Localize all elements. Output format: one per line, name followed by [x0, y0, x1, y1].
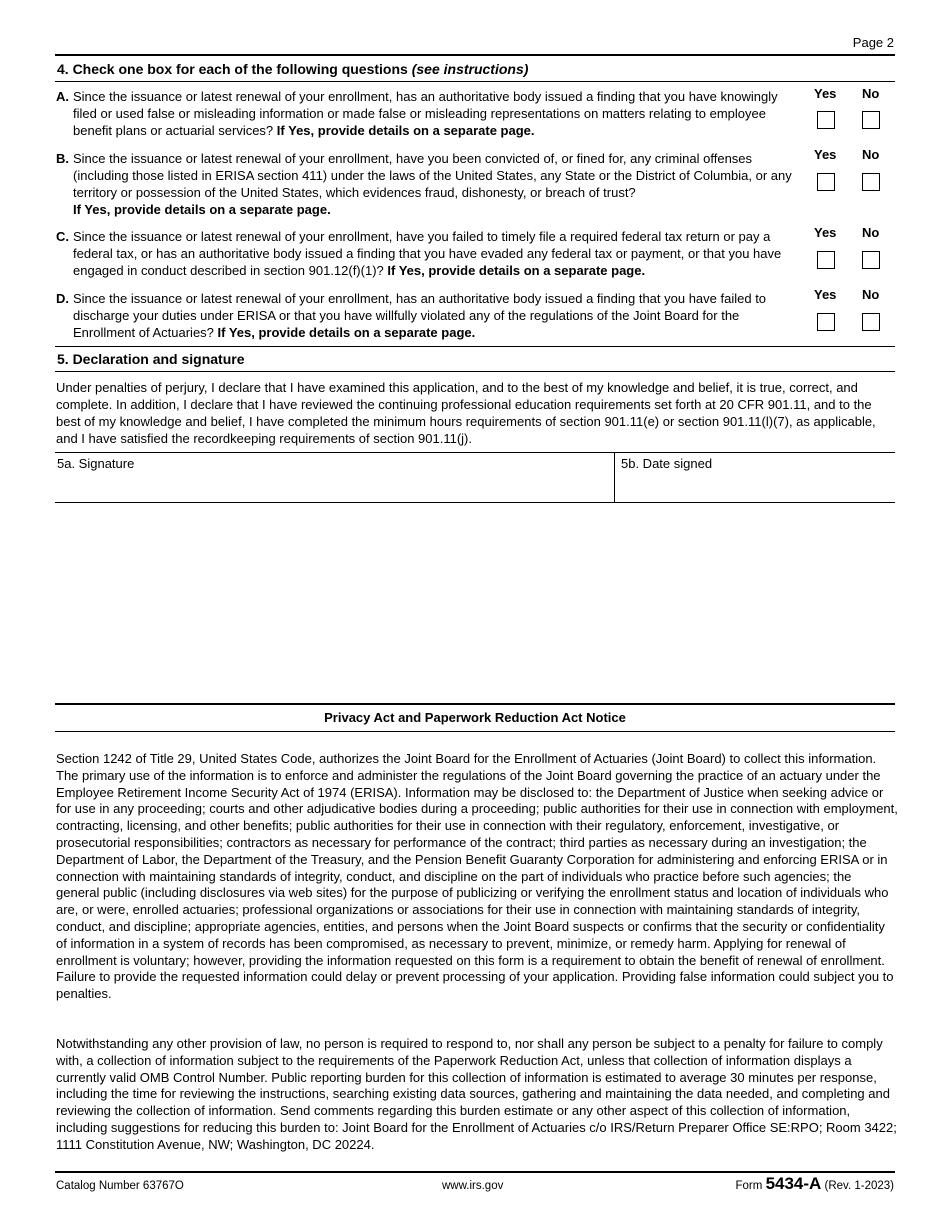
- signature-label: 5a. Signature: [57, 456, 135, 471]
- declaration-text: Under penalties of perjury, I declare that I have examined this application, and to the best of my knowledge and belief, it is true, correct, and complete. In addition, I declare that I have reviewed the continuing professional education requirements set forth at 20 CFR 901.11, and to the best of my knowledge and belief, I have completed the minimum hours requirements of section 901.11(e) or section 901.11(l)(7), as applicable, and I have satisfied the recordkeeping requirements of section 901.11(j).: [56, 380, 876, 446]
- question-b-yes-label: Yes: [814, 147, 837, 162]
- question-a-yes-label: Yes: [814, 86, 837, 101]
- privacy-title-rule: [55, 731, 895, 732]
- section4-rule: [55, 81, 895, 82]
- question-d-letter: D.: [56, 291, 69, 306]
- privacy-top-rule: [55, 703, 895, 705]
- question-b-instruction: If Yes, provide details on a separate page.: [73, 202, 331, 217]
- form-id: [736, 1174, 894, 1194]
- form-revision: (Rev. 1-2023): [824, 1180, 894, 1192]
- question-d-yes-checkbox[interactable]: [817, 313, 835, 331]
- page-number: Page 2: [852, 35, 894, 50]
- form-prefix: Form: [735, 1180, 763, 1192]
- form-number: 5434-A: [765, 1174, 822, 1193]
- section5-top-rule: [55, 346, 895, 347]
- top-rule: [55, 54, 895, 56]
- website-link[interactable]: www.irs.gov: [442, 1180, 504, 1192]
- section5-title-rule: [55, 371, 895, 372]
- question-c-yes-checkbox[interactable]: [817, 251, 835, 269]
- footer-rule: [55, 1171, 895, 1173]
- question-b-no-label: No: [862, 147, 880, 162]
- section5-title: 5. Declaration and signature: [57, 351, 245, 367]
- question-d-instruction: If Yes, provide details on a separate page.: [217, 325, 476, 340]
- question-d-text: Since the issuance or latest renewal of your enrollment, has an authoritative body issued a finding that you have failed to discharge your duties under ERISA or that you have willfully violated any of the regulations of the Joint Board for the Enrollment of Actuaries?: [73, 291, 767, 340]
- question-c-text: Since the issuance or latest renewal of your enrollment, have you failed to timely file a required federal tax return or pay a federal tax, or has an authoritative body issued a finding that you have evaded any federal tax or payment, or that you have engaged in conduct described in section 901.12(f)(1)?: [73, 229, 782, 278]
- question-b-yes-checkbox[interactable]: [817, 173, 835, 191]
- question-a-text: Since the issuance or latest renewal of your enrollment, has an authoritative body issued a finding that you have knowingly filed or used false or misleading information or made false or misleading representations on matters relating to employee benefit plans or actuarial services?: [73, 89, 778, 138]
- signature-bottom-rule: [55, 502, 895, 503]
- question-a-no-checkbox[interactable]: [862, 111, 880, 129]
- question-a-instruction: If Yes, provide details on a separate page.: [276, 123, 535, 138]
- question-a-letter: A.: [56, 89, 69, 104]
- question-d: [56, 290, 801, 341]
- section4-title-text: 4. Check one box for each of the following questions: [57, 61, 408, 77]
- catalog-number: Catalog Number 63767O: [56, 1180, 184, 1192]
- question-d-no-label: No: [862, 287, 880, 302]
- date-signed-field[interactable]: [615, 453, 895, 502]
- question-a: [56, 88, 801, 139]
- question-d-yes-label: Yes: [814, 287, 837, 302]
- signature-field[interactable]: [55, 453, 614, 502]
- question-d-no-checkbox[interactable]: [862, 313, 880, 331]
- privacy-paragraph-1: Section 1242 of Title 29, United States Code, authorizes the Joint Board for the Enrollment of Actuaries (Joint Board) to collect this information. The primary use of the information is to enforce and administer the regulations of the Joint Board governing the practice of an actuary under the Employee Retirement Income Security Act of 1974 (ERISA). Information may be disclosed to: the Department of Justice when seeking advice or for use in any proceeding; courts and other adjudicative bodies during a proceeding; public authorities for their use in connection with employment, contracting, licensing, and other benefits; public authorities for their use in connection with their regulatory, enforcement, investigative, or prosecutorial responsibilities; contractors as necessary for performance of the contract; third parties as necessary during an investigation; the Department of Labor, the Department of the Treasury, and the Pension Benefit Guaranty Corporation for administering and enforcing ERISA or in connection with maintaining standards of integrity, conduct, and discipline on the part of individuals who practice before such agencies; the general public (including disclosures via web sites) for the purpose of publicizing or verifying the enrollment status and location of individuals who are, or were, enrolled actuaries; professional organizations or associations for their use in connection with maintaining standards of integrity, conduct, and discipline; appropriate agencies, entities, and persons when the Joint Board suspects or confirms that the security or confidentiality of information in a system of records has been compromised, as necessary to prevent, minimize, or remedy harm. Applying for renewal of enrollment is voluntary; however, providing the information requested on this form is a requirement to obtain the benefit of renewal of enrollment. Failure to provide the requested information could delay or prevent processing of your application. Providing false information could subject you to penalties.: [56, 751, 898, 1002]
- question-b-text: Since the issuance or latest renewal of your enrollment, have you been convicted of, or fined for, any criminal offenses (including those listed in ERISA section 411) under the laws of the United States, any State or the District of Columbia, or any territory or possession of the United States, which evidences fraud, dishonesty, or breach of trust?: [73, 151, 792, 200]
- section4-title-note: (see instructions): [411, 61, 529, 77]
- question-a-yes-checkbox[interactable]: [817, 111, 835, 129]
- section4-title: [57, 61, 528, 77]
- privacy-title: Privacy Act and Paperwork Reduction Act Notice: [324, 710, 626, 725]
- question-c-yes-label: Yes: [814, 225, 837, 240]
- question-b: [56, 150, 801, 218]
- date-signed-label: 5b. Date signed: [621, 456, 713, 471]
- question-c: [56, 228, 801, 279]
- question-c-no-label: No: [862, 225, 880, 240]
- question-b-no-checkbox[interactable]: [862, 173, 880, 191]
- question-c-no-checkbox[interactable]: [862, 251, 880, 269]
- question-a-no-label: No: [862, 86, 880, 101]
- question-c-instruction: If Yes, provide details on a separate page.: [387, 263, 646, 278]
- question-c-letter: C.: [56, 229, 69, 244]
- question-b-letter: B.: [56, 151, 69, 166]
- privacy-paragraph-2: Notwithstanding any other provision of law, no person is required to respond to, nor shall any person be subject to a penalty for failure to comply with, a collection of information subject to the requirements of the Paperwork Reduction Act, unless that collection of information displays a currently valid OMB Control Number. Public reporting burden for this collection of information is estimated to average 30 minutes per response, including the time for reviewing the instructions, searching existing data sources, gathering and maintaining the data needed, and completing and reviewing the collection of information. Send comments regarding this burden estimate or any other aspect of this collection of information, including suggestions for reducing this burden to: Joint Board for the Enrollment of Actuaries c/o IRS/Return Preparer Office SE:RPO; Room 3422; 1111 Constitution Avenue, NW; Washington, DC 20224.: [56, 1036, 897, 1152]
